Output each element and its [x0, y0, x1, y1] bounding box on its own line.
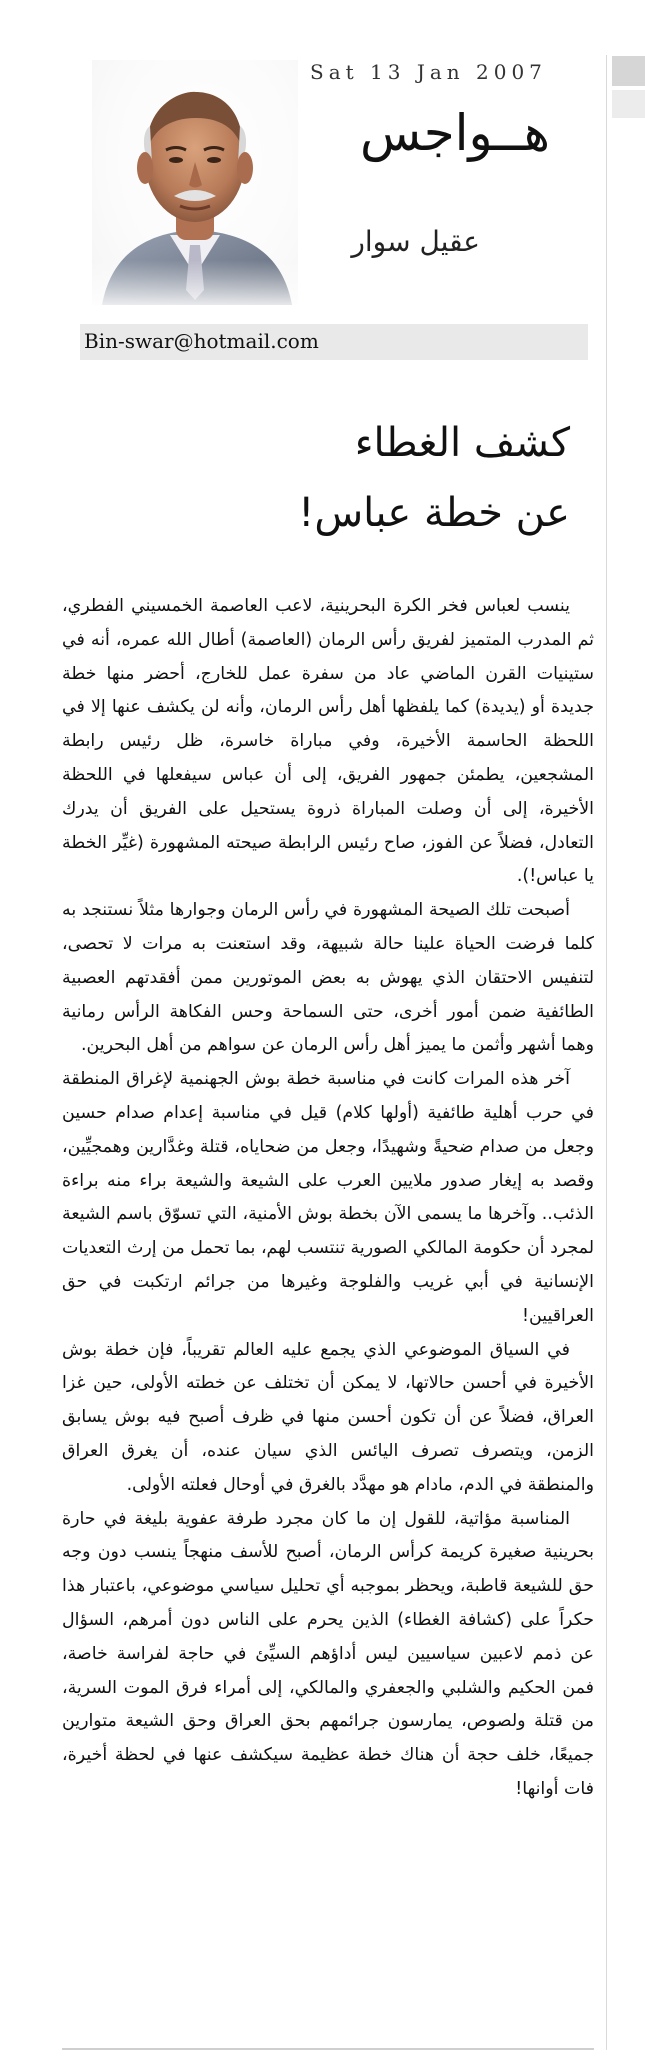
portrait-photo-icon [92, 60, 298, 305]
paragraph-4: في السياق الموضوعي الذي يجمع عليه العالم تقريباً، فإن خطة بوش الأخيرة في أحسن حالاتها، لا يمكن أن تختلف عن خطته الأولى، حين غزا العراق، فضلاً عن أن تكون أحسن منها في ظرف أصبح فيه بوش يسابق الزمن، ويتصرف تصرف اليائس الذي سيان عنده، أن يغرق العراق والمنطقة في الدم، مادام هو مهدَّد بالغرق في أوحال فعلته الأولى. [62, 1339, 594, 1495]
headline-line-2: عن خطة عباس! [298, 490, 570, 536]
email-bar [80, 324, 588, 360]
paragraph-2: أصبحت تلك الصيحة المشهورة في رأس الرمان وجوارها مثلاً نستنجد به كلما فرضت الحياة علينا حالة شبيهة، وقد استعنت به مرات لا تحصى، لتنفيس الاحتقان الذي يهوش به بعض الموتورين ممن أفقدتهم العصبية الطائفية ضمن أمور أخرى، حتى السماحة وحس الفكاهة الرأس رمانية وهما أشهر وأثمن ما يميز أهل رأس الرمان عن سواهم من أهل البحرين. [62, 900, 594, 1056]
author-name: عقيل سوار [351, 225, 480, 258]
paragraph-5: المناسبة مؤاتية، للقول إن ما كان مجرد طرفة عفوية بليغة في حارة بحرينية صغيرة كريمة كرأس الرمان، أصبح للأسف منهجاً ينسب دون وجه حق للشيعة قاطبة، ويحظر بموجبه أي تحليل سياسي موضوعي، باعتبار هذا حكراً على (كشافة الغطاء) الذين يحرم على الناس دون أمرهم، السؤال عن ذمم لاعبين سياسيين ليس أداؤهم السيِّئ في حاجة لفراسة خاصة، فمن الحكيم والشلبي والجعفري والمالكي، إلى أمراء فرق الموت السرية، من قتلة ولصوص، يمارسون جرائمهم بحق العراق وحق الشيعة متوارين جميعًا، خلف حجة أن هناك خطة عظيمة سيكشف عنها في لحظة أخيرة، فات أوانها! [62, 1508, 594, 1799]
scroll-block-top[interactable] [612, 56, 645, 86]
paragraph-3: آخر هذه المرات كانت في مناسبة خطة بوش الجهنمية لإغراق المنطقة في حرب أهلية طائفية (أولها كلام) قيل في مناسبة إعدام صدام حسين وجعل من صدام ضحيةً وشهيدًا، وجعل من ضحاياه، قتلة وغدَّارين وهمجيِّين، وقصد به إيغار صدور ملايين العرب على الشيعة والشيعة براء منه براءة الذئب.. وآخرها ما يسمى الآن بخطة بوش الأمنية، التي تسوّق باسم الشيعة لمجرد أن حكومة المالكي الصورية تنتسب لهم، بما تحمل من إرث التعديات الإنسانية في أبي غريب والفلوجة وغيرها من جرائم ارتكبت في حق العراقيين! [62, 1069, 594, 1326]
bottom-divider [62, 2048, 594, 2050]
article-body [62, 590, 594, 2010]
scroll-block-secondary[interactable] [612, 90, 645, 118]
right-edge-rule [606, 55, 607, 2050]
publish-date: Sat 13 Jan 2007 [310, 60, 547, 84]
headline-line-1: كشف الغطاء [354, 420, 570, 466]
column-title: هــواجس [359, 104, 550, 162]
author-email-link[interactable]: Bin-swar@hotmail.com [84, 329, 319, 353]
paragraph-1: ينسب لعباس فخر الكرة البحرينية، لاعب العاصمة الخمسيني الفطري، ثم المدرب المتميز لفريق رأس الرمان (العاصمة) أطال الله عمره، أنه في ستينيات القرن الماضي عاد من سفرة عمل للخارج، أحضر منها خطة جديدة أو (يديدة) كما يلفظها أهل رأس الرمان، وأنه لن يكشف عنها إلا في اللحظة الحاسمة الأخيرة، وفي مباراة خاسرة، ظل رئيس رابطة المشجعين، يطمئن جمهور الفريق، إلى أن عباس سيفعلها في اللحظة الأخيرة، إلى أن وصلت المباراة ذروة يستحيل على الفريق أن يدرك التعادل، فضلاً عن الفوز، صاح رئيس الرابطة صيحته المشهورة (غيِّر الخطة يا عباس!). [62, 596, 594, 887]
